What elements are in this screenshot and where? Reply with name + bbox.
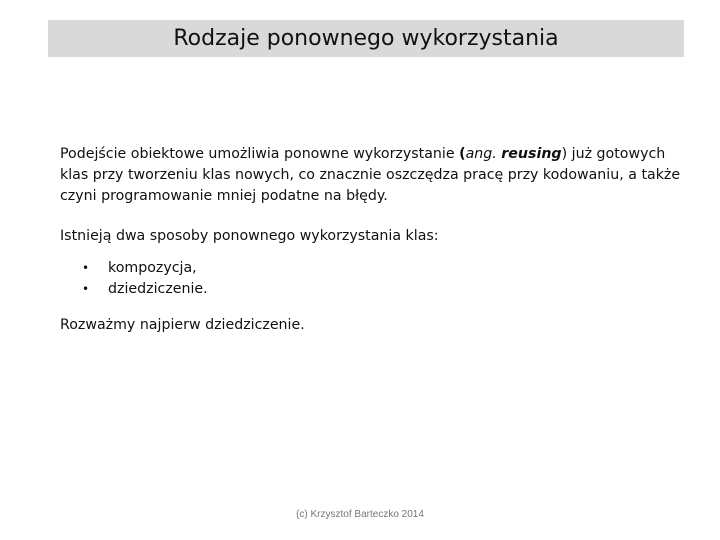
intro-text-part1: Podejście obiektowe umożliwia ponowne wykorzystanie <box>60 146 460 162</box>
intro-text-part2: już gotowych klas przy tworzeniu klas nowych, co znacznie oszczędza pracę przy kodowaniu, a także czyni programowanie mniej podatne na błędy. <box>60 146 681 204</box>
list-item-label: dziedziczenie. <box>108 281 208 297</box>
reuse-ways-list <box>60 258 690 300</box>
intro-reusing-term: reusing <box>501 146 562 162</box>
slide-title: Rodzaje ponownego wykorzystania <box>173 26 559 51</box>
intro-paren-open: ( <box>459 146 466 162</box>
list-item-inheritance <box>60 279 690 300</box>
list-item-composition <box>60 258 690 279</box>
intro-paren-close: ) <box>561 146 568 162</box>
intro-ang-abbrev: ang. <box>465 146 497 162</box>
copyright-footer: (c) Krzysztof Barteczko 2014 <box>296 509 424 520</box>
list-item-label: kompozycja, <box>108 260 197 276</box>
bullet-icon: • <box>82 261 90 275</box>
intro-paragraph <box>60 144 690 208</box>
closing-paragraph: Rozważmy najpierw dziedziczenie. <box>60 317 305 333</box>
slide-content <box>60 144 690 336</box>
ways-heading: Istnieją dwa sposoby ponownego wykorzystania klas: <box>60 228 439 244</box>
slide-title-bar <box>48 20 684 57</box>
bullet-icon: • <box>82 282 90 296</box>
